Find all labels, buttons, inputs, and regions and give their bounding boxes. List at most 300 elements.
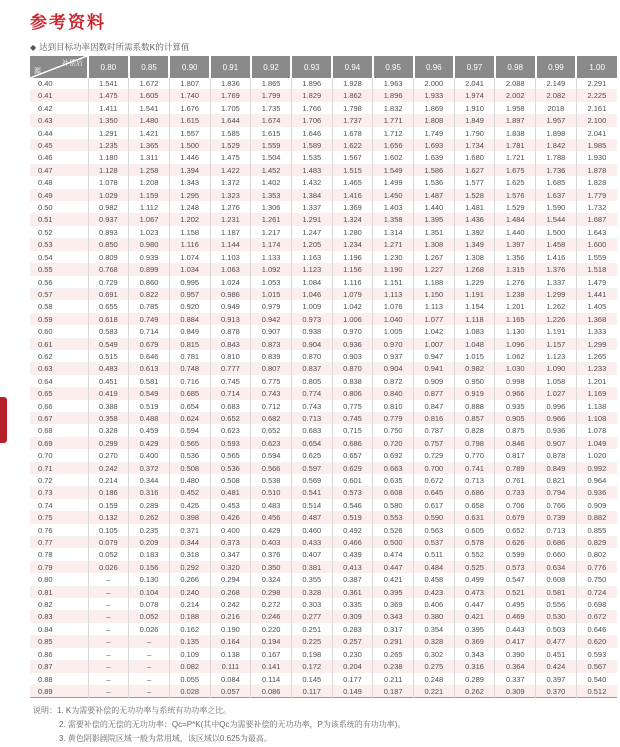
k-value-cell: 0.714 bbox=[210, 388, 251, 400]
corner-label-source: 源 bbox=[34, 68, 41, 75]
k-value-cell: 1.528 bbox=[454, 189, 495, 201]
k-value-cell: 0.371 bbox=[169, 524, 210, 536]
k-value-cell: 0.503 bbox=[536, 623, 577, 635]
k-value-cell: 0.400 bbox=[210, 524, 251, 536]
k-value-cell: 0.748 bbox=[169, 363, 210, 375]
k-value-cell: 1.500 bbox=[169, 140, 210, 152]
table-row bbox=[30, 388, 617, 400]
k-value-cell: 1.337 bbox=[291, 202, 332, 214]
k-value-cell: 0.186 bbox=[88, 487, 129, 499]
k-value-cell: – bbox=[129, 636, 170, 648]
k-value-cell: 0.477 bbox=[536, 636, 577, 648]
k-value-cell: 1.267 bbox=[414, 251, 455, 263]
table-row bbox=[30, 611, 617, 623]
k-value-cell: 1.421 bbox=[129, 127, 170, 139]
table-row bbox=[30, 202, 617, 214]
k-value-cell: 0.899 bbox=[129, 264, 170, 276]
k-value-cell: 0.316 bbox=[129, 487, 170, 499]
table-row bbox=[30, 78, 617, 90]
k-value-cell: 0.986 bbox=[210, 288, 251, 300]
k-value-cell: 0.474 bbox=[373, 549, 414, 561]
k-value-cell: 0.903 bbox=[332, 350, 373, 362]
k-value-cell: 0.907 bbox=[536, 437, 577, 449]
k-value-cell: 0.492 bbox=[332, 524, 373, 536]
k-value-cell: 0.328 bbox=[414, 636, 455, 648]
table-row bbox=[30, 127, 617, 139]
source-pf-row-header: 0.63 bbox=[30, 363, 88, 375]
k-value-cell: 0.369 bbox=[373, 599, 414, 611]
table-row bbox=[30, 561, 617, 573]
k-value-cell: 0.655 bbox=[88, 301, 129, 313]
k-value-cell: 1.712 bbox=[373, 127, 414, 139]
k-value-cell: 1.790 bbox=[454, 127, 495, 139]
k-value-cell: 1.878 bbox=[587, 165, 607, 175]
k-value-cell: 0.086 bbox=[251, 685, 292, 697]
k-value-cell: 0.936 bbox=[587, 488, 607, 498]
k-value-cell: 0.343 bbox=[373, 611, 414, 623]
k-value-cell: 0.495 bbox=[495, 599, 536, 611]
source-pf-row-header: 0.88 bbox=[30, 673, 88, 685]
k-value-cell: 2018 bbox=[536, 102, 577, 114]
k-value-cell: 1.169 bbox=[587, 389, 607, 399]
k-value-cell: 1.351 bbox=[414, 226, 455, 238]
k-value-cell: 0.624 bbox=[169, 412, 210, 424]
k-value-cell: 1.487 bbox=[414, 189, 455, 201]
k-value-cell: 0.837 bbox=[291, 363, 332, 375]
k-value-cell: 1.529 bbox=[495, 202, 536, 214]
k-value-cell: 0.692 bbox=[373, 450, 414, 462]
k-value-cell: 1.957 bbox=[536, 115, 577, 127]
k-value-cell: 0.381 bbox=[291, 561, 332, 573]
source-pf-row-header: 0.44 bbox=[30, 127, 88, 139]
k-value-cell: 0.745 bbox=[332, 412, 373, 424]
k-value-cell: 0.840 bbox=[373, 388, 414, 400]
source-pf-row-header: 0.64 bbox=[30, 375, 88, 387]
k-value-cell: 1.009 bbox=[291, 301, 332, 313]
table-header bbox=[30, 56, 617, 78]
k-value-cell: 0.519 bbox=[332, 512, 373, 524]
table-row bbox=[30, 313, 617, 325]
k-value-cell: 0.344 bbox=[129, 475, 170, 487]
k-value-cell: 0.397 bbox=[536, 673, 577, 685]
k-value-cell: 0.242 bbox=[210, 599, 251, 611]
k-value-cell: 1.258 bbox=[129, 164, 170, 176]
k-value-cell: 0.998 bbox=[495, 375, 536, 387]
k-value-cell: 0.425 bbox=[169, 499, 210, 511]
k-value-cell: 0.145 bbox=[291, 673, 332, 685]
k-value-cell: 0.235 bbox=[129, 524, 170, 536]
k-value-cell: 0.079 bbox=[88, 537, 129, 549]
k-value-cell: 1.705 bbox=[210, 102, 251, 114]
k-value-cell: 1.299 bbox=[587, 339, 607, 349]
footnote-line bbox=[33, 732, 405, 746]
k-value-cell: 0.242 bbox=[88, 462, 129, 474]
k-value-cell: 0.188 bbox=[169, 611, 210, 623]
k-value-cell: 0.623 bbox=[251, 437, 292, 449]
k-value-cell: 1.898 bbox=[536, 127, 577, 139]
source-pf-row-header: 0.71 bbox=[30, 462, 88, 474]
k-value-cell: 1.280 bbox=[332, 226, 373, 238]
k-value-cell: 0.620 bbox=[587, 637, 607, 647]
k-value-cell: 0.966 bbox=[495, 388, 536, 400]
target-pf-column-header: 0.99 bbox=[536, 56, 577, 78]
table-row bbox=[30, 152, 617, 164]
target-pf-column-header: 0.98 bbox=[495, 56, 536, 78]
k-value-cell: 1.165 bbox=[495, 313, 536, 325]
k-value-cell: 0.605 bbox=[454, 524, 495, 536]
k-value-cell: 0.317 bbox=[373, 623, 414, 635]
k-value-cell: 1.261 bbox=[251, 214, 292, 226]
k-value-cell: 1.034 bbox=[169, 264, 210, 276]
k-value-cell: 0.453 bbox=[210, 499, 251, 511]
k-value-cell: 1.721 bbox=[495, 152, 536, 164]
k-value-cell: 0.417 bbox=[495, 636, 536, 648]
k-value-cell: 0.512 bbox=[587, 686, 607, 696]
k-value-cell: 0.372 bbox=[129, 462, 170, 474]
table-row bbox=[30, 189, 617, 201]
k-value-cell: 0.162 bbox=[169, 623, 210, 635]
k-value-cell: 0.354 bbox=[414, 623, 455, 635]
source-pf-row-header: 0.46 bbox=[30, 152, 88, 164]
k-value-cell: 1.788 bbox=[536, 152, 577, 164]
k-value-cell: 0.257 bbox=[332, 636, 373, 648]
k-value-cell: 0.909 bbox=[414, 375, 455, 387]
k-value-cell: 0.583 bbox=[88, 326, 129, 338]
k-value-cell: 1.333 bbox=[587, 327, 607, 337]
k-value-cell: 0.511 bbox=[414, 549, 455, 561]
page-edge-bookmark-tab bbox=[0, 397, 7, 443]
k-value-cell: 0.877 bbox=[414, 388, 455, 400]
k-value-cell: 1.504 bbox=[251, 152, 292, 164]
k-value-cell: 1.074 bbox=[169, 251, 210, 263]
k-value-cell: 1.295 bbox=[169, 189, 210, 201]
table-row bbox=[30, 475, 617, 487]
k-value-cell: 1.452 bbox=[251, 164, 292, 176]
k-value-cell: 1.156 bbox=[332, 264, 373, 276]
k-value-cell: 1.201 bbox=[495, 301, 536, 313]
k-value-cell: 0.970 bbox=[373, 338, 414, 350]
table-row bbox=[30, 264, 617, 276]
k-value-cell: 1.484 bbox=[495, 214, 536, 226]
k-value-cell: 0.563 bbox=[414, 524, 455, 536]
k-value-cell: 0.802 bbox=[587, 550, 607, 560]
k-value-cell: 0.526 bbox=[373, 524, 414, 536]
source-pf-row-header: 0.87 bbox=[30, 661, 88, 673]
table-row bbox=[30, 661, 617, 673]
k-value-cell: 1.062 bbox=[495, 350, 536, 362]
k-value-cell: 1.479 bbox=[587, 277, 607, 287]
k-value-cell: 0.843 bbox=[210, 338, 251, 350]
k-value-cell: 0.657 bbox=[332, 450, 373, 462]
k-value-cell: 1.627 bbox=[454, 164, 495, 176]
k-value-cell: 0.654 bbox=[291, 437, 332, 449]
k-value-cell: 0.992 bbox=[587, 463, 607, 473]
k-value-cell: 0.344 bbox=[169, 537, 210, 549]
k-value-cell: 0.779 bbox=[373, 412, 414, 424]
footnotes bbox=[33, 704, 405, 746]
k-value-cell: 0.766 bbox=[536, 499, 577, 511]
k-value-cell: 0.942 bbox=[251, 313, 292, 325]
k-value-cell: 0.787 bbox=[414, 425, 455, 437]
k-value-cell: 1.116 bbox=[332, 276, 373, 288]
k-value-cell: 0.538 bbox=[251, 475, 292, 487]
k-value-cell: 1.475 bbox=[88, 90, 129, 102]
source-pf-row-header: 0.67 bbox=[30, 412, 88, 424]
k-value-cell: 0.480 bbox=[169, 475, 210, 487]
k-value-cell: 1.208 bbox=[129, 177, 170, 189]
k-value-cell: 0.316 bbox=[454, 661, 495, 673]
k-value-cell: 0.265 bbox=[373, 648, 414, 660]
source-pf-row-header: 0.89 bbox=[30, 685, 88, 697]
table-row bbox=[30, 301, 617, 313]
k-value-cell: 0.580 bbox=[373, 499, 414, 511]
k-value-cell: 1.138 bbox=[587, 401, 607, 411]
k-value-cell: 1.157 bbox=[536, 338, 577, 350]
k-value-cell: 1.475 bbox=[210, 152, 251, 164]
k-value-cell: 0.028 bbox=[169, 685, 210, 697]
k-value-cell: 1.440 bbox=[414, 202, 455, 214]
k-value-cell: 0.536 bbox=[210, 462, 251, 474]
source-pf-row-header: 0.55 bbox=[30, 264, 88, 276]
k-value-cell: 1.637 bbox=[536, 189, 577, 201]
k-value-cell: 0.283 bbox=[332, 623, 373, 635]
source-pf-row-header: 0.83 bbox=[30, 611, 88, 623]
k-value-cell: 0.617 bbox=[414, 499, 455, 511]
k-value-cell: 1.499 bbox=[373, 177, 414, 189]
k-value-cell: 1.096 bbox=[495, 338, 536, 350]
k-value-cell: – bbox=[129, 661, 170, 673]
table-row bbox=[30, 487, 617, 499]
target-pf-column-header: 0.97 bbox=[454, 56, 495, 78]
k-value-cell: 0.849 bbox=[536, 462, 577, 474]
source-pf-row-header: 0.52 bbox=[30, 226, 88, 238]
k-value-cell: 0.078 bbox=[129, 599, 170, 611]
k-value-cell: 2.082 bbox=[536, 90, 577, 102]
k-value-cell: 0.553 bbox=[373, 512, 414, 524]
table-row bbox=[30, 140, 617, 152]
k-value-cell: 0.164 bbox=[210, 636, 251, 648]
k-value-cell: 1.217 bbox=[251, 226, 292, 238]
target-pf-column-header: 0.80 bbox=[88, 56, 129, 78]
source-pf-row-header: 0.81 bbox=[30, 586, 88, 598]
k-value-cell: 0.057 bbox=[210, 685, 251, 697]
k-value-cell: – bbox=[88, 673, 129, 685]
k-value-cell: – bbox=[129, 648, 170, 660]
table-row bbox=[30, 276, 617, 288]
k-value-cell: 1.536 bbox=[414, 177, 455, 189]
k-value-cell: 0.328 bbox=[291, 586, 332, 598]
k-value-cell: 0.713 bbox=[291, 412, 332, 424]
k-value-cell: 0.646 bbox=[129, 350, 170, 362]
k-value-cell: 0.815 bbox=[169, 338, 210, 350]
k-value-cell: 0.672 bbox=[587, 612, 607, 622]
k-value-cell: 0.484 bbox=[414, 561, 455, 573]
k-value-cell: 0.109 bbox=[169, 648, 210, 660]
k-value-cell: 0.388 bbox=[88, 400, 129, 412]
table-row bbox=[30, 499, 617, 511]
k-value-cell: 1.123 bbox=[536, 350, 577, 362]
k-value-cell: 0.390 bbox=[495, 648, 536, 660]
k-value-cell: 1.233 bbox=[587, 364, 607, 374]
source-pf-row-header: 0.72 bbox=[30, 475, 88, 487]
k-value-cell: 1.974 bbox=[454, 90, 495, 102]
k-value-cell: 0.117 bbox=[291, 685, 332, 697]
source-pf-row-header: 0.58 bbox=[30, 301, 88, 313]
k-value-cell: 1.392 bbox=[454, 226, 495, 238]
k-value-cell: 1.622 bbox=[332, 140, 373, 152]
table-row bbox=[30, 599, 617, 611]
k-value-cell: 1.112 bbox=[129, 202, 170, 214]
table-row bbox=[30, 462, 617, 474]
table-row bbox=[30, 177, 617, 189]
k-value-cell: 0.429 bbox=[251, 524, 292, 536]
k-value-cell: 0.686 bbox=[536, 537, 577, 549]
k-value-cell: 0.599 bbox=[495, 549, 536, 561]
k-value-cell: 1.314 bbox=[373, 226, 414, 238]
page-title: 参考资料 bbox=[30, 13, 106, 32]
k-value-cell: 0.500 bbox=[373, 537, 414, 549]
k-value-cell: 2.291 bbox=[587, 79, 607, 88]
k-value-cell: 0.240 bbox=[169, 586, 210, 598]
k-value-cell: 0.950 bbox=[454, 375, 495, 387]
source-pf-row-header: 0.48 bbox=[30, 177, 88, 189]
k-value-cell: 0.715 bbox=[332, 425, 373, 437]
table-row bbox=[30, 549, 617, 561]
table-row bbox=[30, 90, 617, 102]
k-value-cell: 0.996 bbox=[536, 400, 577, 412]
k-value-cell: 0.777 bbox=[210, 363, 251, 375]
source-pf-row-header: 0.75 bbox=[30, 512, 88, 524]
table-row bbox=[30, 524, 617, 536]
k-value-cell: 0.645 bbox=[414, 487, 455, 499]
k-value-cell: 0.581 bbox=[536, 586, 577, 598]
k-value-cell: 0.141 bbox=[251, 661, 292, 673]
k-value-cell: 1.202 bbox=[169, 214, 210, 226]
target-pf-column-header: 0.95 bbox=[373, 56, 414, 78]
k-value-cell: 0.733 bbox=[495, 487, 536, 499]
k-value-cell: 1.766 bbox=[291, 102, 332, 114]
k-value-cell: 1.349 bbox=[454, 239, 495, 251]
k-value-cell: 1.749 bbox=[414, 127, 455, 139]
k-value-cell: 0.724 bbox=[587, 587, 607, 597]
k-value-cell: 0.105 bbox=[88, 524, 129, 536]
table-row bbox=[30, 164, 617, 176]
k-value-cell: 0.608 bbox=[373, 487, 414, 499]
source-pf-row-header: 0.70 bbox=[30, 450, 88, 462]
k-value-cell: 0.625 bbox=[291, 450, 332, 462]
k-value-cell: 1.063 bbox=[210, 264, 251, 276]
k-value-cell: 0.613 bbox=[129, 363, 170, 375]
k-value-cell: 1.896 bbox=[373, 90, 414, 102]
k-value-cell: 1.123 bbox=[291, 264, 332, 276]
k-value-cell: – bbox=[88, 685, 129, 697]
k-value-cell: 0.451 bbox=[536, 648, 577, 660]
k-value-cell: 0.407 bbox=[291, 549, 332, 561]
table-row bbox=[30, 363, 617, 375]
k-value-cell: 0.909 bbox=[587, 500, 607, 510]
k-value-cell: 1.928 bbox=[332, 78, 373, 90]
table-row bbox=[30, 115, 617, 127]
k-value-cell: 1.276 bbox=[495, 276, 536, 288]
k-value-cell: 0.635 bbox=[373, 475, 414, 487]
k-value-cell: 0.573 bbox=[495, 561, 536, 573]
k-value-cell: 0.716 bbox=[169, 375, 210, 387]
k-value-cell: 0.838 bbox=[332, 375, 373, 387]
k-value-cell: 2.088 bbox=[495, 78, 536, 90]
k-value-cell: 1.678 bbox=[332, 127, 373, 139]
k-value-cell: 0.549 bbox=[88, 338, 129, 350]
k-value-cell: 1.049 bbox=[587, 438, 607, 448]
k-value-cell: 0.646 bbox=[587, 624, 607, 634]
k-value-cell: 1.436 bbox=[454, 214, 495, 226]
k-value-cell: 1.958 bbox=[495, 102, 536, 114]
k-value-cell: 1.799 bbox=[251, 90, 292, 102]
k-value-cell: 0.700 bbox=[414, 462, 455, 474]
k-value-cell: 0.262 bbox=[454, 685, 495, 697]
k-value-cell: 1.576 bbox=[495, 189, 536, 201]
k-value-cell: 0.817 bbox=[495, 450, 536, 462]
k-value-cell: 0.872 bbox=[373, 375, 414, 387]
k-value-cell: – bbox=[88, 574, 129, 586]
k-value-cell: 0.246 bbox=[251, 611, 292, 623]
k-value-cell: 0.403 bbox=[251, 537, 292, 549]
k-value-cell: 1.291 bbox=[291, 214, 332, 226]
k-value-cell: 0.920 bbox=[169, 301, 210, 313]
k-value-cell: 0.214 bbox=[88, 475, 129, 487]
k-value-cell: 1.234 bbox=[332, 239, 373, 251]
k-value-cell: 1.615 bbox=[251, 127, 292, 139]
source-pf-row-header: 0.53 bbox=[30, 239, 88, 251]
k-value-cell: 1.311 bbox=[129, 152, 170, 164]
k-value-cell: 0.209 bbox=[129, 537, 170, 549]
k-value-cell: 0.593 bbox=[210, 437, 251, 449]
source-pf-row-header: 0.41 bbox=[30, 90, 88, 102]
k-value-cell: 1.078 bbox=[587, 426, 607, 436]
table-row bbox=[30, 636, 617, 648]
k-value-cell: 1.116 bbox=[169, 239, 210, 251]
k-value-cell: 1.865 bbox=[251, 78, 292, 90]
k-value-cell: 1.384 bbox=[291, 189, 332, 201]
table-row bbox=[30, 537, 617, 549]
k-value-cell: 0.149 bbox=[332, 685, 373, 697]
k-value-cell: 1.235 bbox=[88, 140, 129, 152]
k-value-cell: 0.794 bbox=[536, 487, 577, 499]
k-value-cell: 0.567 bbox=[587, 662, 607, 672]
k-value-cell: 0.138 bbox=[210, 648, 251, 660]
k-value-cell: 1.535 bbox=[291, 152, 332, 164]
k-value-cell: 1.113 bbox=[373, 288, 414, 300]
k-value-cell: 0.456 bbox=[251, 512, 292, 524]
k-value-cell: 0.337 bbox=[495, 673, 536, 685]
k-value-cell: 1.174 bbox=[251, 239, 292, 251]
k-value-cell: 1.323 bbox=[210, 189, 251, 201]
k-value-cell: 0.679 bbox=[495, 512, 536, 524]
k-value-cell: 0.750 bbox=[373, 425, 414, 437]
k-value-cell: 0.423 bbox=[414, 586, 455, 598]
source-pf-row-header: 0.86 bbox=[30, 648, 88, 660]
k-value-cell: 0.878 bbox=[210, 326, 251, 338]
k-value-cell: 0.775 bbox=[251, 375, 292, 387]
table-row bbox=[30, 512, 617, 524]
k-value-cell: 0.706 bbox=[495, 499, 536, 511]
k-value-cell: 1.108 bbox=[587, 413, 607, 423]
k-value-cell: 0.682 bbox=[251, 412, 292, 424]
table-row bbox=[30, 648, 617, 660]
k-value-cell: 0.451 bbox=[88, 375, 129, 387]
k-value-cell: 0.177 bbox=[332, 673, 373, 685]
k-value-cell: 0.198 bbox=[291, 648, 332, 660]
k-value-cell: 0.289 bbox=[129, 499, 170, 511]
